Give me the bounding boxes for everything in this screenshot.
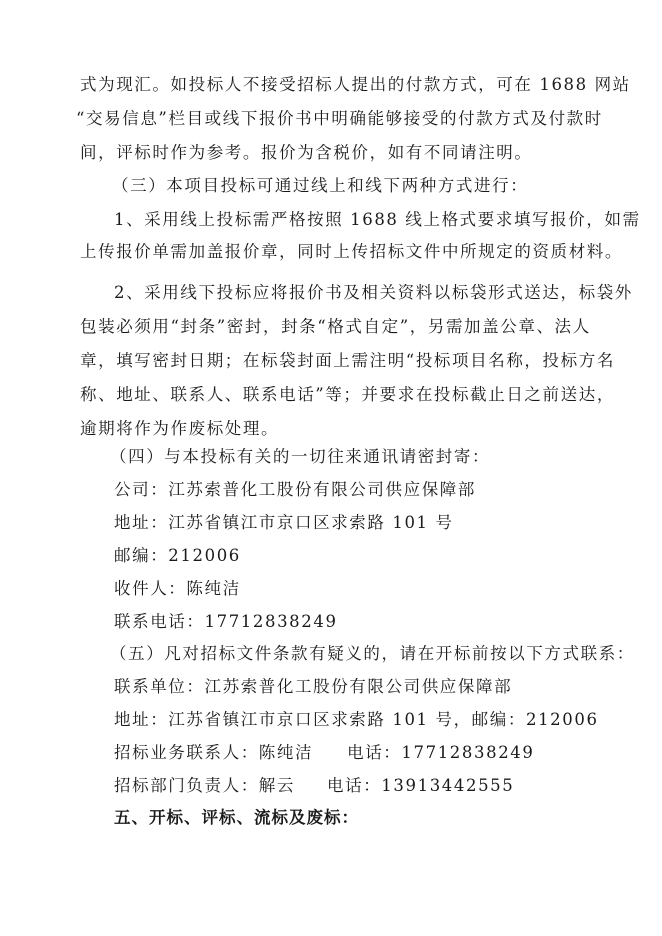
item1-line-1: 1、采用线上投标需严格按照 1688 线上格式要求填写报价，如需: [114, 210, 641, 229]
payment-paragraph-line-2: “交易信息”栏目或线下报价书中明确能够接受的付款方式及付款时: [76, 109, 603, 128]
section5-heading: （五）凡对招标文件条款有疑义的，请在开标前按以下方式联系：: [110, 644, 635, 663]
business-contact-phone: 电话：17712838249: [347, 743, 535, 762]
contact-unit: 联系单位：江苏索普化工股份有限公司供应保障部: [114, 677, 513, 696]
mail-address: 地址：江苏省镇江市京口区求索路 101 号: [114, 513, 454, 532]
item2-line-5: 逾期将作为作废标处理。: [80, 419, 280, 438]
item1-line-2: 上传报价单需加盖报价章，同时上传招标文件中所规定的资质材料。: [80, 242, 623, 261]
contact-business-line: [114, 742, 535, 764]
item2-line-1: 2、采用线下投标应将报价书及相关资料以标袋形式送达，标袋外: [114, 283, 633, 302]
mail-company: 公司：江苏索普化工股份有限公司供应保障部: [114, 480, 476, 499]
contact-address: 地址：江苏省镇江市京口区求索路 101 号，邮编：212006: [114, 710, 599, 729]
contact-dept-head-line: [114, 775, 514, 797]
item2-line-2: 包装必须用“封条”密封，封条“格式自定”，另需加盖公章、法人: [80, 317, 591, 336]
mail-recipient: 收件人：陈纯洁: [114, 579, 241, 598]
item2-line-3: 章，填写密封日期；在标袋封面上需注明“投标项目名称，投标方名: [80, 351, 615, 370]
section3-heading: （三）本项目投标可通过线上和线下两种方式进行：: [112, 176, 529, 195]
mail-phone: 联系电话：17712838249: [114, 612, 338, 631]
dept-head-phone: 电话：13913442555: [327, 776, 515, 795]
payment-paragraph-line-1: 式为现汇。如投标人不接受招标人提出的付款方式，可在 1688 网站: [80, 75, 631, 94]
dept-head-name: 招标部门负责人：解云: [114, 776, 295, 795]
section4-heading: （四）与本投标有关的一切往来通讯请密封寄：: [110, 447, 491, 466]
item2-line-4: 称、地址、联系人、联系电话”等；并要求在投标截止日之前送达，: [80, 385, 615, 404]
chapter5-heading: 五、开标、评标、流标及废标：: [114, 808, 359, 827]
payment-paragraph-line-3: 间，评标时作为参考。报价为含税价，如有不同请注明。: [80, 143, 533, 162]
business-contact-name: 招标业务联系人：陈纯洁: [114, 743, 314, 762]
mail-postcode: 邮编：212006: [114, 546, 241, 565]
